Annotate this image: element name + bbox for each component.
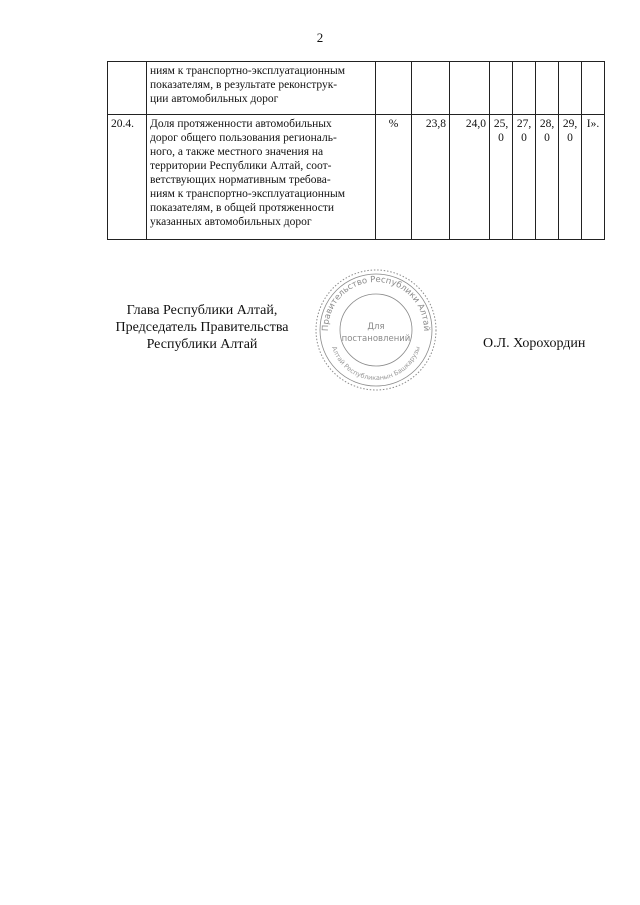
name-line: показателям, в результате реконструк- bbox=[150, 79, 338, 91]
value-2020: 24,0 bbox=[450, 115, 490, 240]
seal-bottom-text: Алтай Республиканын Башкарузы bbox=[330, 345, 422, 383]
value-part: 29, bbox=[562, 118, 578, 130]
name-line: Доля протяженности автомобильных bbox=[150, 118, 332, 130]
value-cell bbox=[490, 62, 513, 115]
official-seal-icon bbox=[314, 268, 438, 392]
name-line: ции автомобильных дорог bbox=[150, 93, 279, 105]
value-part: 28, bbox=[539, 118, 555, 130]
page-number: 2 bbox=[316, 30, 324, 45]
value-cell bbox=[536, 115, 559, 240]
value-cell bbox=[559, 115, 582, 240]
position-line: Глава Республики Алтай, bbox=[126, 303, 278, 318]
indicator-name bbox=[147, 115, 376, 240]
table-row bbox=[108, 62, 605, 115]
value-cell bbox=[513, 115, 536, 240]
value-cell bbox=[490, 115, 513, 240]
value-cell bbox=[450, 62, 490, 115]
unit-cell: % bbox=[376, 115, 412, 240]
value-part: 25, bbox=[493, 118, 509, 130]
table-row bbox=[108, 115, 605, 240]
value-cell bbox=[412, 62, 450, 115]
signer-name: О.Л. Хорохордин bbox=[483, 336, 586, 351]
closing-cell bbox=[582, 62, 605, 115]
value-cell bbox=[536, 62, 559, 115]
value-part: 0 bbox=[544, 132, 550, 144]
value-part: 0 bbox=[498, 132, 504, 144]
value-part: 27, bbox=[516, 118, 532, 130]
position-line: Республики Алтай bbox=[146, 337, 258, 352]
seal-center-line1: Для bbox=[367, 322, 385, 332]
value-cell bbox=[559, 62, 582, 115]
name-line: дорог общего пользования региональ- bbox=[150, 132, 337, 144]
signatory-position bbox=[107, 302, 297, 353]
name-line: показателям, в общей протяженности bbox=[150, 202, 335, 214]
value-part: 0 bbox=[521, 132, 527, 144]
name-line: ниям к транспортно-эксплуатационным bbox=[150, 65, 346, 77]
row-number bbox=[108, 62, 147, 115]
name-line: указанных автомобильных дорог bbox=[150, 216, 312, 228]
name-line: территории Республики Алтай, соот- bbox=[150, 160, 332, 172]
value-cell bbox=[513, 62, 536, 115]
name-line: ниям к транспортно-эксплуатационным bbox=[150, 188, 346, 200]
value-part: 0 bbox=[567, 132, 573, 144]
name-line: ного, а также местного значения на bbox=[150, 146, 324, 158]
closing-cell: I». bbox=[582, 115, 605, 240]
indicators-table bbox=[107, 61, 605, 240]
name-line: ветствующих нормативным требова- bbox=[150, 174, 331, 186]
indicator-name bbox=[147, 62, 376, 115]
unit-cell bbox=[376, 62, 412, 115]
seal-outer-text: Правительство Республики Алтай bbox=[320, 274, 432, 332]
seal-center-line2: постановлений bbox=[341, 334, 411, 344]
value-2019: 23,8 bbox=[412, 115, 450, 240]
row-number: 20.4. bbox=[108, 115, 147, 240]
position-line: Председатель Правительства bbox=[115, 320, 289, 335]
